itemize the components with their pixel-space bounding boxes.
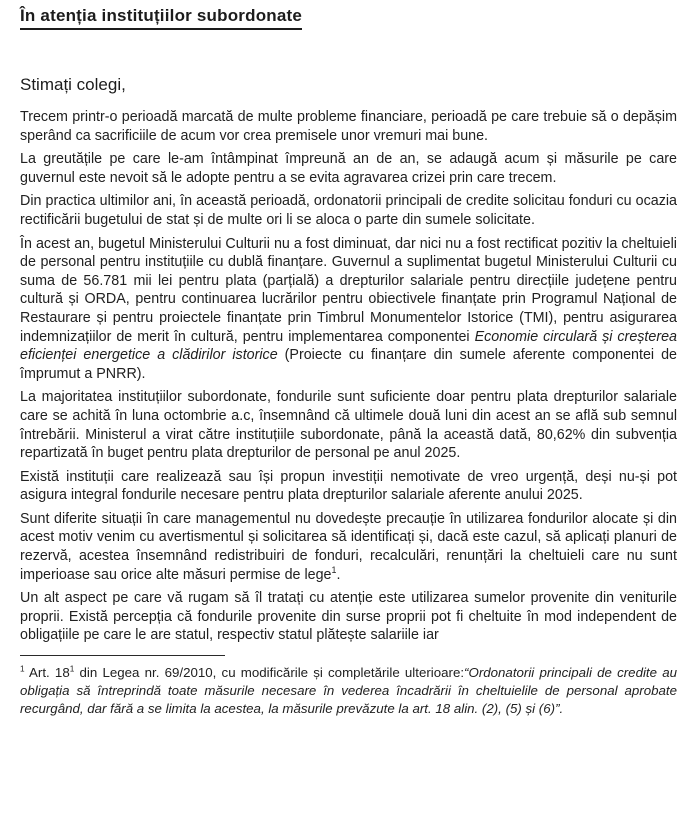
footnote-separator-line [20,655,225,656]
text-run: Din practica ultimilor ani, în această perioadă, ordonatorii principali de credite solicitau fonduri cu ocazia rectificării bugetului de stat și de multe ori li se aloca o parte din sumele solicitate. [20,193,677,228]
footnote [20,664,677,717]
paragraph-8 [20,589,677,645]
footnote-reference-marker: 1 [331,564,337,575]
text-run: din Legea nr. 69/2010, cu modificările și completările ulterioare: [74,665,465,681]
paragraph-5 [20,388,677,462]
law-article-superscript: 1 [69,664,75,674]
footnote-marker: 1 [20,664,25,674]
greeting: Stimați colegi, [20,75,126,94]
document-body [20,108,677,645]
text-run: (Proiecte cu finanțare din sumele aferente componentei de împrumut a PNRR). [20,347,677,382]
italic-text-run: Economie circulară și creșterea eficienței energetice a clădirilor istorice [20,328,678,364]
text-run: Există instituții care realizează sau își propun investiții nemotivate de vreo urgență, deși nu-și pot asigura integral fondurile necesare pentru plata drepturilor salariale aferente anului 2025. [20,468,677,504]
document-title-text: În atenția instituțiilor subordonate [20,6,302,30]
text-run: . [336,566,341,583]
paragraph-4 [20,235,677,384]
paragraph-3 [20,192,677,229]
paragraph-7 [20,510,677,584]
text-run: Un alt aspect pe care vă rugam să îl tratați cu atenție este utilizarea sumelor provenite din veniturile proprii. Există percepția că fondurile provenite din surse proprii pot fi cheltuite în mod independent de obligațiile pe care le are statul, respectiv statul plătește salariile iar [20,590,677,644]
text-run: La majoritatea instituțiilor subordonate, fondurile sunt suficiente doar pentru plata drepturilor salariale care se achită în luna octombrie a.c, însemnând că ultimele două luni din acest an se află sub semnul întrebării. Ministerul a virat către instituțiile subordonate, până la această dată, 80,62% din subvenția repartizată în buget pentru plata drepturilor de personal pe anul 2025. [20,389,677,462]
text-run: Art. 18 [24,665,70,681]
document-title [20,6,677,30]
text-run: Sunt diferite situații în care managementul nu dovedește precauție în utilizarea fondurilor alocate și din acest motiv venim cu avertismentul și solicitarea să identificați și, dacă este cazul, să aplicați planuri de rezervă, acestea însemnând redistribuiri de fonduri, recalculări, renunțări la cheltuieli care nu sunt imperioase sau orice alte măsuri permise de lege [20,510,677,583]
footnote-quote: “Ordonatorii principali de credite au obligația să întreprindă toate măsurile necesare în vederea încadrării în cheltuielile de personal aprobate recurgând, dar fără a se limita la acestea, la măsurile prevăzute la art. 18 alin. (2), (5) și (6)”. [20,665,677,716]
text-run: În acest an, bugetul Ministerului Culturii nu a fost diminuat, dar nici nu a fost rectificat pozitiv la cheltuieli de personal pentru instituțiile cu dublă finanțare. Guvernul a suplimentat bugetul Ministerului Culturii cu suma de 56.781 mii lei pentru plata (parțială) a drepturilor salariale pentru direcțiile județene pentru cultură și ORDA, pentru continuarea lucrărilor pentru obiectivele finanțate prin Programul Național de Restaurare și pentru proiectele finanțate prin Timbrul Monumentelor Istorice (TMI), pentru asigurarea indemnizațiilor de merit în cultură, pentru implementarea componentei [20,235,677,345]
paragraph-6 [20,468,677,505]
paragraph-1 [20,108,677,145]
paragraph-2 [20,150,677,187]
text-run: La greutățile pe care le-am întâmpinat împreună an de an, se adaugă acum și măsurile pe care guvernul este nevoit să le adopte pentru a se evita agravarea crizei prin care trecem. [20,151,677,186]
text-run: Trecem printr-o perioadă marcată de multe probleme financiare, perioadă pe care trebuie să o depășim sperând ca sacrificiile de acum vor crea premisele unor vremuri mai bune. [20,109,677,144]
